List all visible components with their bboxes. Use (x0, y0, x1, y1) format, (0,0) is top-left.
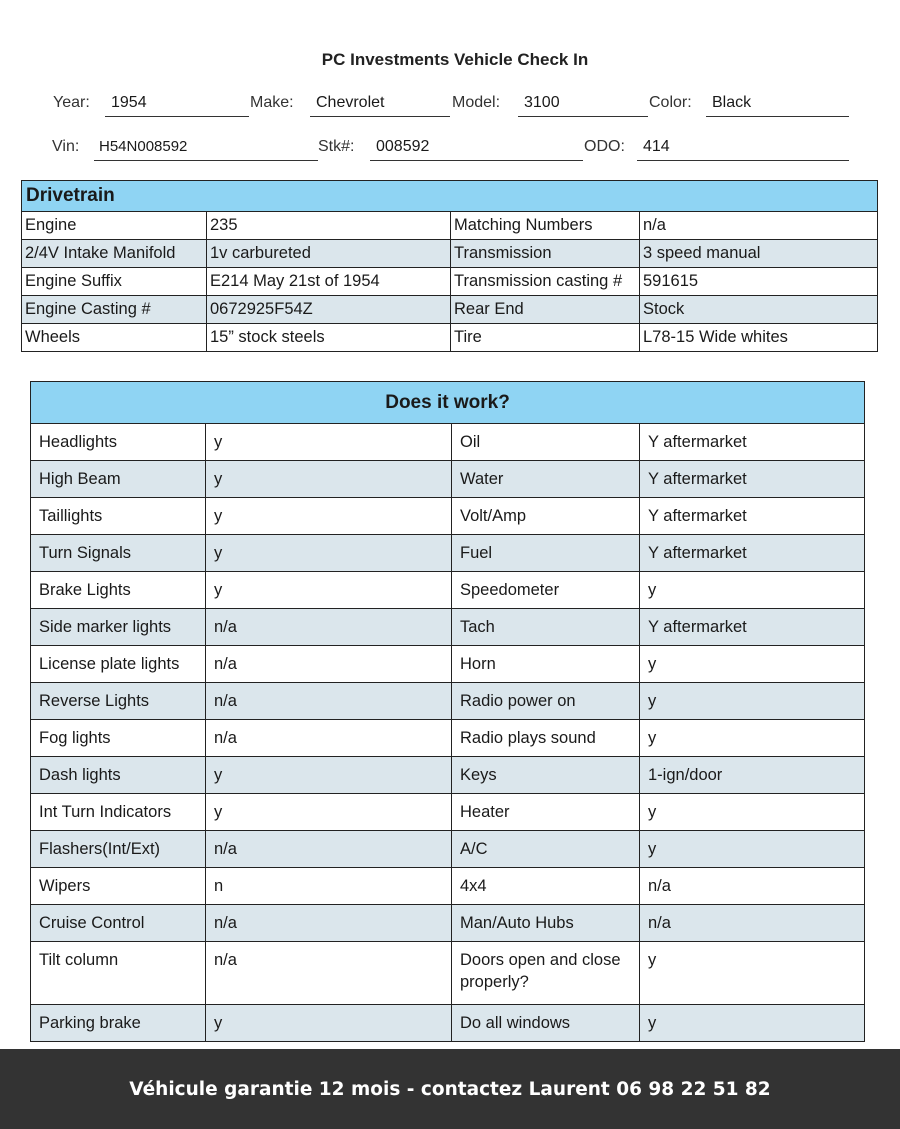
item-label-cell: High Beam (31, 461, 206, 498)
item-value-cell: n/a (640, 868, 865, 905)
item-value-cell: E214 May 21st of 1954 (207, 268, 451, 296)
table-row (31, 424, 865, 461)
item-label-cell: Tire (451, 324, 640, 352)
item-label-cell: A/C (452, 831, 640, 868)
item-value-cell: n/a (206, 720, 452, 757)
item-label-cell: 4x4 (452, 868, 640, 905)
table-row (31, 720, 865, 757)
drivetrain-title: Drivetrain (22, 181, 878, 212)
item-label-cell: Brake Lights (31, 572, 206, 609)
item-label-cell: License plate lights (31, 646, 206, 683)
vin-label: Vin: (52, 138, 80, 155)
item-label-cell: Engine (22, 212, 207, 240)
item-value-cell: Stock (640, 296, 878, 324)
item-label-cell: 2/4V Intake Manifold (22, 240, 207, 268)
item-label-cell: Transmission (451, 240, 640, 268)
item-value-cell: y (206, 461, 452, 498)
item-value-cell: y (640, 831, 865, 868)
item-value-cell: y (640, 572, 865, 609)
item-label-cell: Doors open and close properly? (452, 942, 640, 1005)
item-label-cell: Wipers (31, 868, 206, 905)
table-row (22, 296, 878, 324)
form-title: PC Investments Vehicle Check In (321, 50, 589, 69)
item-value-cell: 235 (207, 212, 451, 240)
item-value-cell: L78-15 Wide whites (640, 324, 878, 352)
make-underline (310, 116, 450, 117)
odo-underline (637, 160, 849, 161)
item-value-cell: y (206, 757, 452, 794)
table-row (31, 794, 865, 831)
table-row (22, 240, 878, 268)
table-row (31, 905, 865, 942)
item-label-cell: Horn (452, 646, 640, 683)
item-label-cell: Do all windows (452, 1005, 640, 1042)
item-label-cell: Reverse Lights (31, 683, 206, 720)
item-value-cell: n/a (206, 609, 452, 646)
item-label-cell: Speedometer (452, 572, 640, 609)
item-label-cell: Heater (452, 794, 640, 831)
item-label-cell: Taillights (31, 498, 206, 535)
warranty-contact-text: Véhicule garantie 12 mois - contactez Laurent 06 98 22 51 82 (129, 1078, 771, 1100)
does-it-work-table (30, 381, 865, 1042)
item-label-cell: Man/Auto Hubs (452, 905, 640, 942)
item-value-cell: n/a (206, 646, 452, 683)
table-row (31, 572, 865, 609)
item-value-cell: 591615 (640, 268, 878, 296)
item-value-cell: n (206, 868, 452, 905)
item-value-cell: 0672925F54Z (207, 296, 451, 324)
item-value-cell: n/a (640, 212, 878, 240)
stk-value: 008592 (376, 138, 430, 155)
drivetrain-header-row (22, 181, 878, 212)
item-value-cell: Y aftermarket (640, 461, 865, 498)
item-value-cell: Y aftermarket (640, 424, 865, 461)
item-value-cell: y (640, 683, 865, 720)
make-label: Make: (250, 94, 294, 111)
stk-label: Stk#: (318, 138, 355, 155)
year-value: 1954 (111, 94, 147, 111)
item-label-cell: Flashers(Int/Ext) (31, 831, 206, 868)
item-label-cell: Rear End (451, 296, 640, 324)
item-label-cell: Engine Suffix (22, 268, 207, 296)
item-value-cell: Y aftermarket (640, 609, 865, 646)
item-label-cell: Engine Casting # (22, 296, 207, 324)
item-value-cell: 1-ign/door (640, 757, 865, 794)
item-label-cell: Volt/Amp (452, 498, 640, 535)
stk-underline (370, 160, 583, 161)
item-value-cell: n/a (206, 831, 452, 868)
item-value-cell: y (206, 572, 452, 609)
vin-underline (94, 160, 318, 161)
vehicle-info-row-1 (0, 94, 900, 118)
table-row (22, 268, 878, 296)
item-label-cell: Wheels (22, 324, 207, 352)
item-label-cell: Int Turn Indicators (31, 794, 206, 831)
item-value-cell: n/a (206, 683, 452, 720)
item-value-cell: Y aftermarket (640, 535, 865, 572)
item-label-cell: Tilt column (31, 942, 206, 1005)
table-row (31, 461, 865, 498)
item-label-cell: Water (452, 461, 640, 498)
item-value-cell: y (206, 424, 452, 461)
item-value-cell: y (640, 646, 865, 683)
item-label-cell: Side marker lights (31, 609, 206, 646)
drivetrain-table (21, 180, 878, 352)
item-value-cell: y (206, 535, 452, 572)
table-row (31, 683, 865, 720)
table-row (31, 942, 865, 1005)
table-row (31, 535, 865, 572)
model-underline (518, 116, 648, 117)
table-row (22, 324, 878, 352)
item-value-cell: n/a (640, 905, 865, 942)
make-value: Chevrolet (316, 94, 385, 111)
does-it-work-header-row (31, 382, 865, 424)
item-label-cell: Transmission casting # (451, 268, 640, 296)
color-value: Black (712, 94, 752, 111)
vehicle-info-row-2 (0, 138, 900, 162)
item-label-cell: Turn Signals (31, 535, 206, 572)
model-value: 3100 (524, 94, 560, 111)
item-label-cell: Oil (452, 424, 640, 461)
item-label-cell: Keys (452, 757, 640, 794)
item-value-cell: y (640, 794, 865, 831)
table-row (22, 212, 878, 240)
table-row (31, 609, 865, 646)
item-value-cell: n/a (206, 942, 452, 1005)
item-value-cell: y (206, 794, 452, 831)
item-value-cell: y (640, 942, 865, 1005)
warranty-contact-banner (0, 1049, 900, 1129)
does-it-work-title: Does it work? (31, 382, 865, 424)
color-label: Color: (649, 94, 692, 111)
odo-value: 414 (643, 138, 670, 155)
table-row (31, 646, 865, 683)
odo-label: ODO: (584, 138, 625, 155)
item-value-cell: 1v carbureted (207, 240, 451, 268)
item-value-cell: 15” stock steels (207, 324, 451, 352)
table-row (31, 868, 865, 905)
item-label-cell: Matching Numbers (451, 212, 640, 240)
year-label: Year: (53, 94, 90, 111)
item-label-cell: Headlights (31, 424, 206, 461)
item-value-cell: Y aftermarket (640, 498, 865, 535)
item-label-cell: Tach (452, 609, 640, 646)
year-underline (105, 116, 249, 117)
vin-value: H54N008592 (99, 138, 188, 155)
item-value-cell: y (206, 498, 452, 535)
item-label-cell: Radio plays sound (452, 720, 640, 757)
item-label-cell: Parking brake (31, 1005, 206, 1042)
item-label-cell: Cruise Control (31, 905, 206, 942)
item-value-cell: y (640, 1005, 865, 1042)
item-value-cell: y (640, 720, 865, 757)
table-row (31, 1005, 865, 1042)
table-row (31, 831, 865, 868)
item-value-cell: y (206, 1005, 452, 1042)
item-label-cell: Dash lights (31, 757, 206, 794)
item-label-cell: Fuel (452, 535, 640, 572)
item-label-cell: Radio power on (452, 683, 640, 720)
color-underline (706, 116, 849, 117)
item-value-cell: n/a (206, 905, 452, 942)
item-value-cell: 3 speed manual (640, 240, 878, 268)
model-label: Model: (452, 94, 501, 111)
table-row (31, 757, 865, 794)
table-row (31, 498, 865, 535)
item-label-cell: Fog lights (31, 720, 206, 757)
